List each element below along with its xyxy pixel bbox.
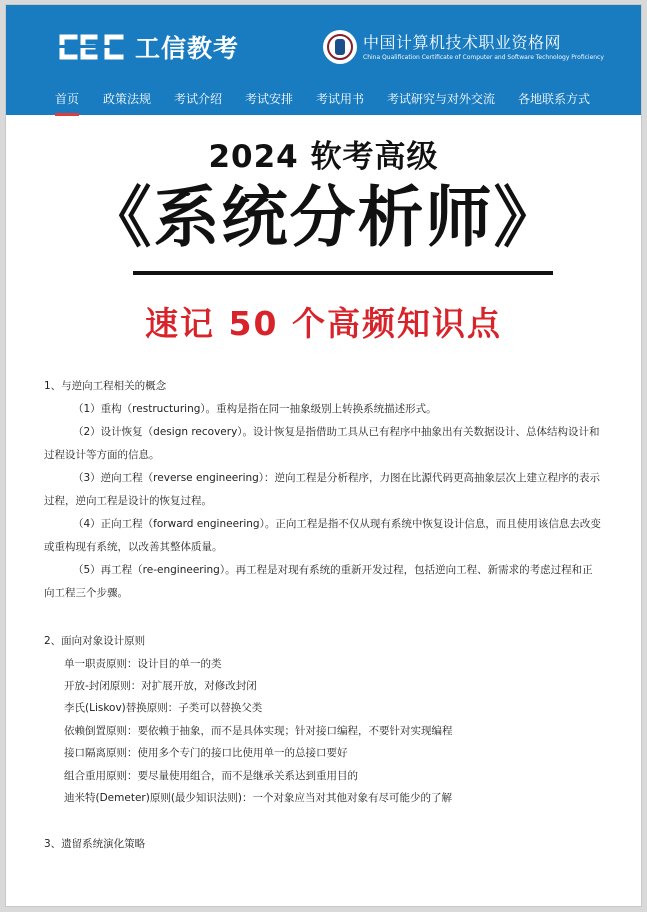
org-name-cn: 中国计算机技术职业资格网 <box>363 32 562 52</box>
principle-item: 单一职责原则：设计目的单一的类 <box>64 658 222 670</box>
section-1-paragraph: （1）重构（restructuring）。重构是指在同一抽象级别上转换系统描述形式。 <box>73 403 437 415</box>
title-divider <box>133 271 553 275</box>
section-1-paragraph: （5）再工程（re-engineering）。再工程是对现有系统的重新开发过程，包括逆向工程、新需求的考虑过程和正向工程三个步骤。 <box>44 564 593 599</box>
nav-item-exam-intro[interactable]: 考试介绍 <box>174 92 223 106</box>
nav-item-home[interactable]: 首页 <box>55 92 80 106</box>
title-line-2: 《系统分析师》 <box>85 179 562 256</box>
nav-item-contacts[interactable]: 各地联系方式 <box>518 92 591 106</box>
main-nav <box>6 89 641 115</box>
principle-item: 李氏(Liskov)替换原则：子类可以替换父类 <box>64 702 263 714</box>
section-3-heading: 3、遗留系统演化策略 <box>44 838 146 850</box>
brand-logo-group[interactable] <box>57 27 239 67</box>
section-1-heading: 1、与逆向工程相关的概念 <box>44 380 167 392</box>
site-header <box>6 5 641 115</box>
ceec-logo-icon <box>57 32 127 62</box>
principle-item: 开放-封闭原则：对扩展开放，对修改封闭 <box>64 680 257 692</box>
section-1-paragraph: （2）设计恢复（design recovery）。设计恢复是指借助工具从已有程序中抽象出有关数据设计、总体结构设计和过程设计等方面的信息。 <box>44 426 600 461</box>
nav-item-exam-books[interactable]: 考试用书 <box>316 92 365 106</box>
org-seal-icon <box>323 30 357 64</box>
document-page <box>6 5 641 906</box>
nav-item-research[interactable]: 考试研究与对外交流 <box>387 92 496 106</box>
principle-item: 组合重用原则：要尽量使用组合，而不是继承关系达到重用目的 <box>64 770 358 782</box>
brand-name: 工信教考 <box>135 34 240 63</box>
org-logo-group[interactable] <box>323 27 604 67</box>
title-line-1: 2024 软考高级 <box>208 139 439 175</box>
nav-item-policy[interactable]: 政策法规 <box>103 92 152 106</box>
nav-item-exam-schedule[interactable]: 考试安排 <box>245 92 294 106</box>
principle-item: 接口隔离原则：使用多个专门的接口比使用单一的总接口要好 <box>64 747 348 759</box>
principle-item: 迪米特(Demeter)原则(最少知识法则)：一个对象应当对其他对象有尽可能少的了解 <box>64 792 453 804</box>
principle-item: 依赖倒置原则：要依赖于抽象，而不是具体实现；针对接口编程，不要针对实现编程 <box>64 725 453 737</box>
section-1-paragraph: （3）逆向工程（reverse engineering）：逆向工程是分析程序，力图在比源代码更高抽象层次上建立程序的表示过程，逆向工程是设计的恢复过程。 <box>44 472 601 507</box>
section-2-heading: 2、面向对象设计原则 <box>44 635 146 647</box>
org-name-en: China Qualification Certificate of Computer and Software Technology Proficiency <box>363 53 604 61</box>
section-1-paragraph: （4）正向工程（forward engineering）。正向工程是指不仅从现有系统中恢复设计信息，而且使用该信息去改变或重构现有系统，以改善其整体质量。 <box>44 518 601 553</box>
title-line-3: 速记 50 个高频知识点 <box>145 304 502 343</box>
